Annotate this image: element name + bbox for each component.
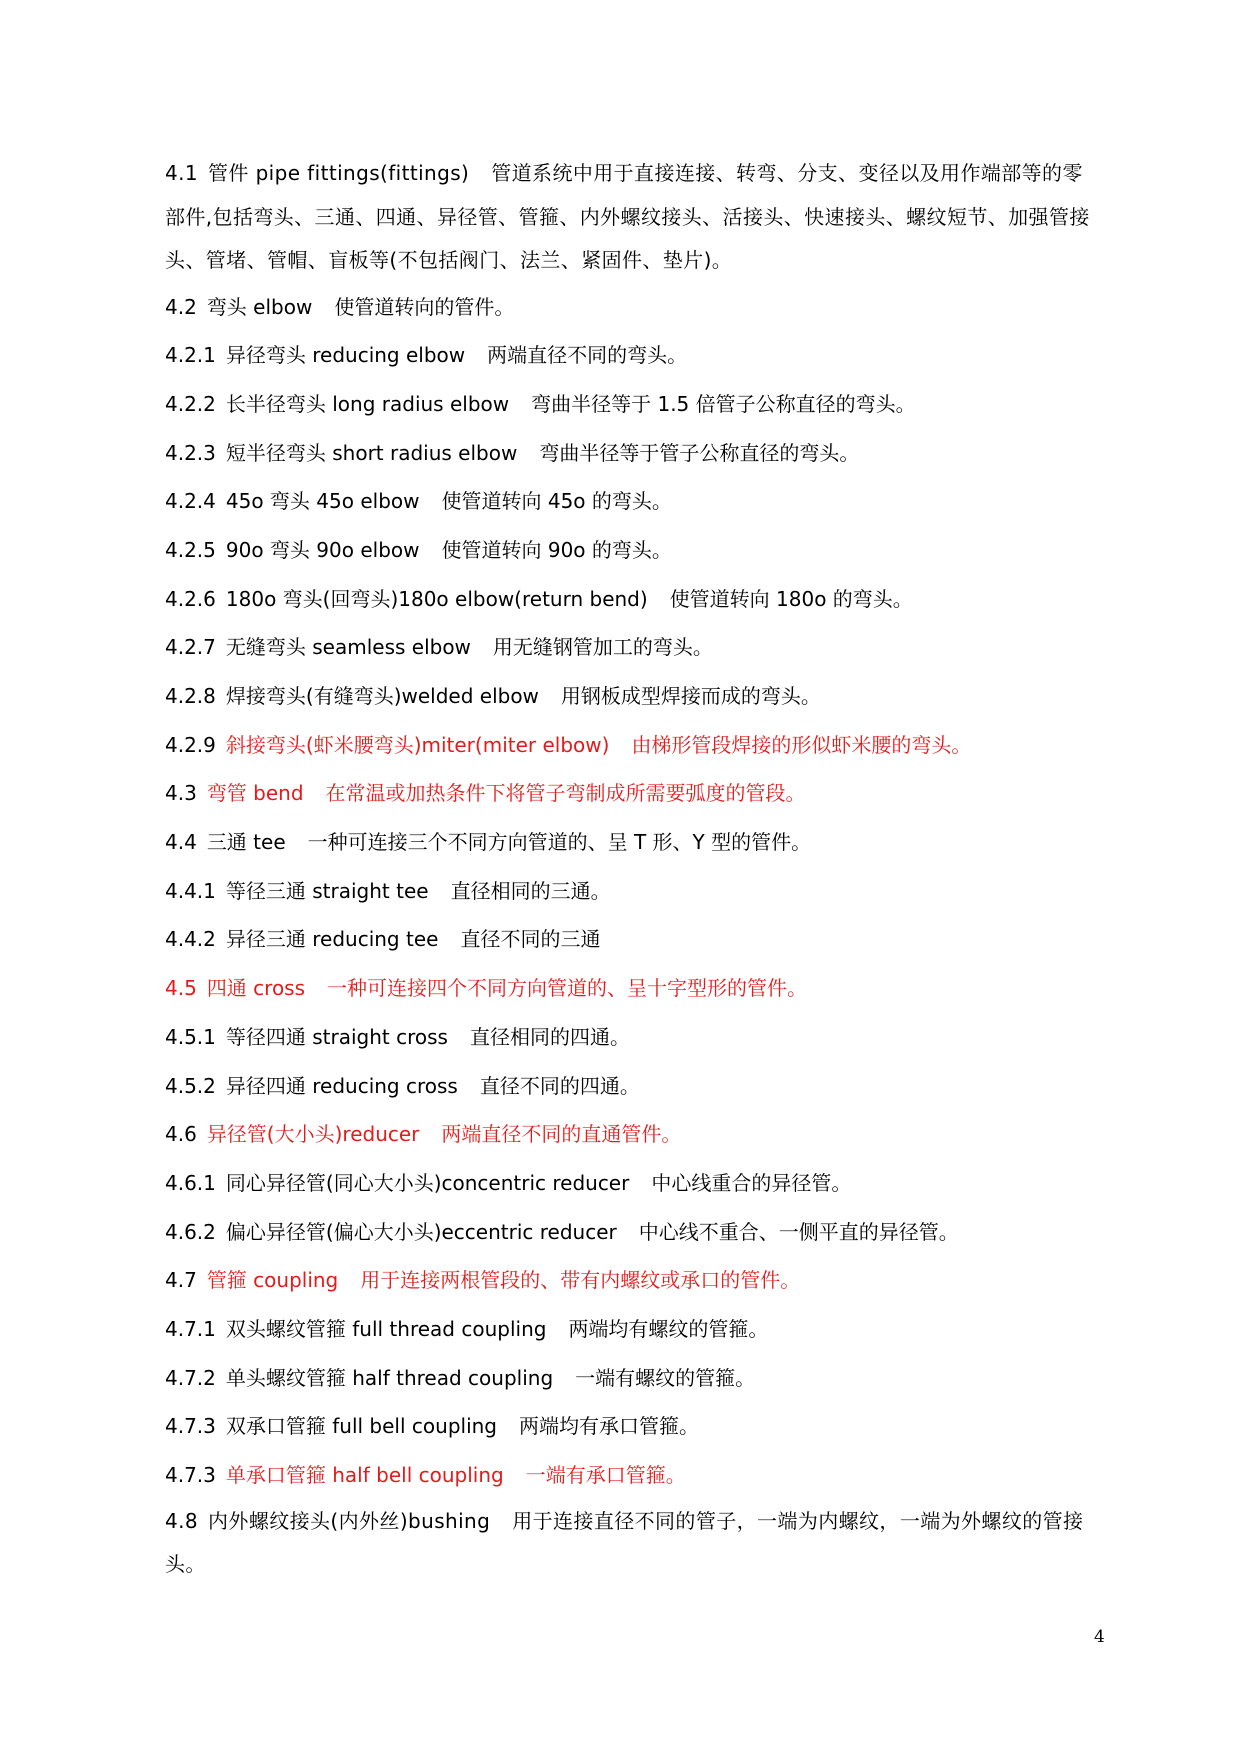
entry-definition: 使管道转向的管件。 [334,294,515,319]
entry-term: 同心异径管(同心大小头)concentric reducer [225,1170,630,1195]
entry-definition: 用钢板成型焊接而成的弯头。 [560,684,821,708]
entry-definition: 使管道转向 180o 的弯头。 [669,586,913,611]
glossary-entry [165,1451,1115,1500]
entry-definition: 中心线重合的异径管。 [651,1170,852,1195]
glossary-entry [165,1159,1115,1208]
entry-number: 4.5 [165,976,197,1001]
entry-definition: 管道系统中用于直接连接、转弯、分支、变径以及用作端部等的零部件,包括弯头、三通、四通、异径管、管箍、内外螺纹接头、活接头、快速接头、螺纹短节、加强管接头、管堵、管帽、盲板等(不包括阀门、法兰、紧固件、垫片)。 [165,161,1090,272]
entry-definition: 使管道转向 45o 的弯头。 [441,489,672,514]
entry-number: 4.2.9 [165,732,216,757]
entry-number: 4.5.2 [165,1073,216,1098]
entry-number: 4.2.4 [165,489,216,514]
entry-number: 4.5.1 [165,1024,216,1049]
glossary-entry [165,152,1095,283]
entry-term: 管件 pipe fittings(fittings) [208,161,470,185]
entry-number: 4.1 [165,161,199,185]
entry-number: 4.7.3 [165,1463,216,1487]
entry-definition: 一端有承口管箍。 [525,1463,686,1487]
entry-number: 4.2.2 [165,391,216,416]
entry-number: 4.4.1 [165,878,216,903]
entry-definition: 两端均有螺纹的管箍。 [568,1316,769,1341]
entry-number: 4.7.3 [165,1414,216,1439]
glossary-entry [165,769,1115,818]
entry-number: 4.2.1 [165,343,216,368]
entry-definition: 弯曲半径等于 1.5 倍管子公称直径的弯头。 [531,391,916,416]
glossary-entry [165,283,1115,332]
glossary-entry [165,623,1115,672]
glossary-entry [165,429,1115,478]
entry-definition: 一种可连接四个不同方向管道的、呈十字型形的管件。 [327,976,808,1001]
glossary-entry [165,1110,1115,1159]
glossary-entry [165,818,1115,867]
entry-definition: 在常温或加热条件下将管子弯制成所需要弧度的管段。 [325,781,806,806]
entry-number: 4.7.2 [165,1365,216,1390]
glossary-entry [165,526,1115,575]
entry-number: 4.4.2 [165,927,216,952]
entry-definition: 两端直径不同的弯头。 [487,343,688,368]
entry-term: 弯头 elbow [206,294,313,319]
entry-term: 三通 tee [206,830,286,855]
entry-term: 短半径弯头 short radius elbow [225,440,518,465]
glossary-entry [165,1354,1115,1403]
entry-term: 内外螺纹接头(内外丝)bushing [208,1508,491,1533]
entry-number: 4.6.2 [165,1219,216,1244]
entry-term: 等径四通 straight cross [225,1024,448,1049]
glossary-entry [165,867,1115,916]
glossary-entry [165,575,1115,624]
entry-number: 4.6 [165,1122,197,1147]
page-number: 4 [1094,1627,1105,1647]
glossary-entry [165,331,1115,380]
entry-definition: 一端有螺纹的管箍。 [575,1365,756,1390]
entry-definition: 两端均有承口管箍。 [519,1414,699,1439]
glossary-entry [165,1256,1115,1305]
entry-definition: 直径不同的三通 [460,927,601,952]
glossary-entry [165,1062,1115,1111]
glossary-entries [165,152,1115,1587]
entry-number: 4.7 [165,1268,197,1293]
entry-definition: 用于连接直径不同的管子，一端为内螺纹，一端为外螺纹的管接头。 [165,1508,1084,1577]
entry-number: 4.6.1 [165,1170,216,1195]
entry-number: 4.2.3 [165,440,216,465]
entry-term: 单头螺纹管箍 half thread coupling [225,1365,554,1390]
entry-number: 4.2.5 [165,537,216,562]
entry-number: 4.4 [165,830,197,855]
entry-number: 4.2.7 [165,635,216,660]
entry-definition: 用无缝钢管加工的弯头。 [492,635,713,660]
glossary-entry [165,1208,1115,1257]
entry-term: 90o 弯头 90o elbow [225,537,420,562]
entry-number: 4.2.6 [165,586,216,611]
entry-term: 双头螺纹管箍 full thread coupling [225,1316,547,1341]
entry-number: 4.2 [165,294,197,319]
entry-term: 四通 cross [206,976,306,1001]
entry-term: 单承口管箍 half bell coupling [225,1463,504,1487]
entry-term: 焊接弯头(有缝弯头)welded elbow [225,684,539,708]
entry-definition: 两端直径不同的直通管件。 [441,1122,682,1147]
glossary-entry [165,1402,1115,1451]
entry-definition: 直径相同的四通。 [469,1024,630,1049]
entry-term: 斜接弯头(虾米腰弯头)miter(miter elbow) [225,732,610,757]
entry-term: 偏心异径管(偏心大小头)eccentric reducer [225,1219,617,1244]
entry-definition: 弯曲半径等于管子公称直径的弯头。 [539,440,860,465]
entry-term: 45o 弯头 45o elbow [225,489,420,514]
glossary-entry [165,1305,1115,1354]
entry-term: 异径弯头 reducing elbow [225,343,466,368]
entry-definition: 直径相同的三通。 [450,878,611,903]
glossary-entry [165,477,1115,526]
entry-term: 异径管(大小头)reducer [206,1122,420,1147]
entry-term: 双承口管箍 full bell coupling [225,1414,497,1439]
entry-definition: 中心线不重合、一侧平直的异径管。 [638,1219,959,1244]
glossary-entry [165,1500,1095,1587]
glossary-entry [165,915,1115,964]
glossary-entry [165,380,1115,429]
entry-number: 4.7.1 [165,1316,216,1341]
glossary-entry [165,672,1115,721]
glossary-entry [165,1013,1115,1062]
entry-term: 等径三通 straight tee [225,878,429,903]
entry-term: 管箍 coupling [206,1268,339,1293]
entry-term: 180o 弯头(回弯头)180o elbow(return bend) [225,586,648,611]
entry-number: 4.3 [165,781,197,806]
entry-definition: 直径不同的四通。 [479,1073,640,1098]
glossary-entry [165,964,1115,1013]
entry-term: 弯管 bend [206,781,304,806]
entry-definition: 用于连接两根管段的、带有内螺纹或承口的管件。 [360,1268,801,1293]
entry-definition: 由梯形管段焊接的形似虾米腰的弯头。 [631,732,972,757]
entry-number: 4.8 [165,1508,199,1533]
entry-number: 4.2.8 [165,684,216,708]
entry-definition: 使管道转向 90o 的弯头。 [441,537,672,562]
glossary-entry [165,721,1115,770]
entry-definition: 一种可连接三个不同方向管道的、呈 T 形、Y 型的管件。 [307,830,812,855]
entry-term: 异径三通 reducing tee [225,927,439,952]
entry-term: 无缝弯头 seamless elbow [225,635,471,660]
entry-term: 长半径弯头 long radius elbow [225,391,510,416]
entry-term: 异径四通 reducing cross [225,1073,458,1098]
